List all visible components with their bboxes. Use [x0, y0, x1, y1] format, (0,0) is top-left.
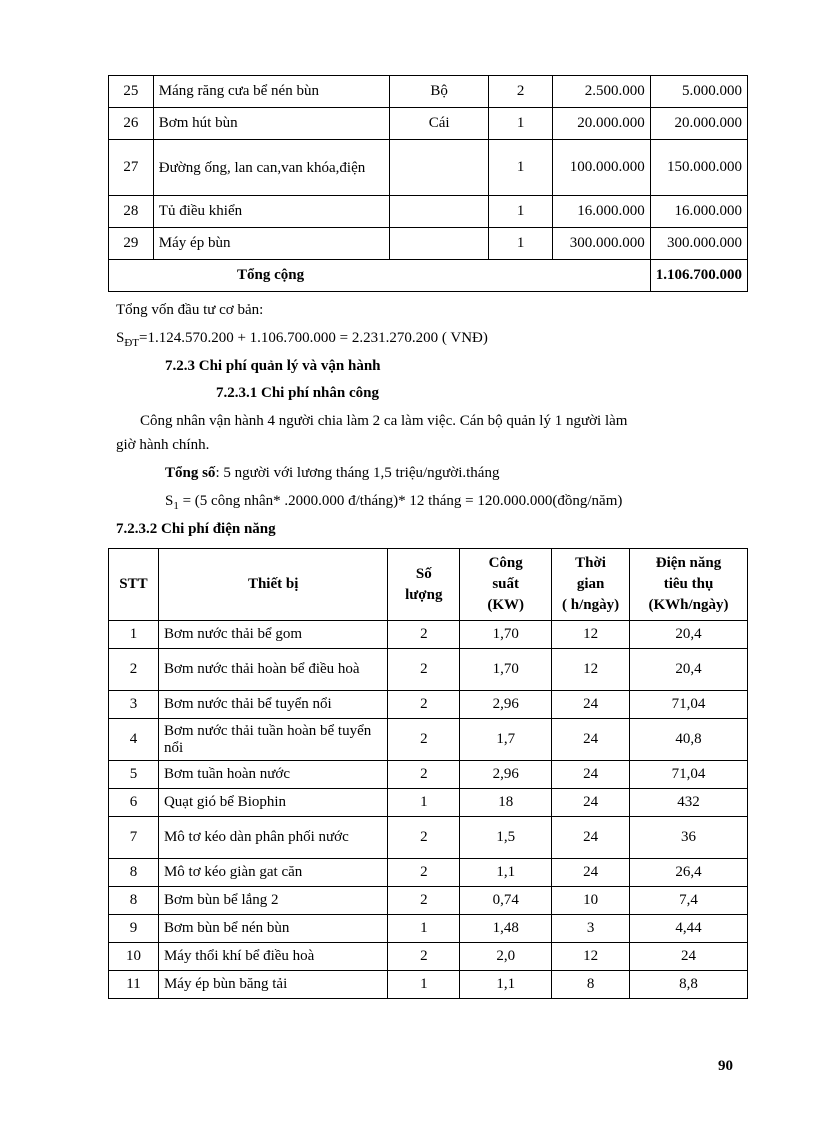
qty-cell: 2 [489, 76, 553, 108]
table-row [109, 789, 748, 817]
total-label: Tổng cộng [109, 260, 651, 292]
device-cell: Bơm bùn bể lắng 2 [158, 887, 387, 915]
qty-cell: 2 [388, 621, 460, 649]
power-cell: 1,5 [460, 817, 552, 859]
power-cell: 1,48 [460, 915, 552, 943]
stt-cell: 5 [109, 761, 159, 789]
total-cell: 300.000.000 [650, 228, 747, 260]
total-cell: 16.000.000 [650, 196, 747, 228]
equipment-cost-table [108, 75, 748, 292]
device-cell: Máy thổi khí bể điều hoà [158, 943, 387, 971]
qty-cell: 1 [489, 108, 553, 140]
stt-cell: 28 [109, 196, 154, 228]
table-row [109, 887, 748, 915]
item-name-cell: Đường ống, lan can,van khóa,điện [153, 140, 389, 196]
device-cell: Quạt gió bể Biophin [158, 789, 387, 817]
energy-cell: 26,4 [630, 859, 748, 887]
table-row [109, 943, 748, 971]
table-row [109, 691, 748, 719]
table-row [109, 621, 748, 649]
time-cell: 24 [552, 691, 630, 719]
qty-cell: 2 [388, 887, 460, 915]
time-cell: 24 [552, 719, 630, 761]
page-number: 90 [718, 1058, 733, 1074]
unit-cell: Bộ [390, 76, 489, 108]
qty-cell: 1 [489, 228, 553, 260]
total-cell: 150.000.000 [650, 140, 747, 196]
table-row [109, 817, 748, 859]
stt-cell: 29 [109, 228, 154, 260]
stt-cell: 26 [109, 108, 154, 140]
section-heading-7-2-3-2: 7.2.3.2 Chi phí điện năng [116, 521, 276, 537]
section-heading-7-2-3-1: 7.2.3.1 Chi phí nhân công [216, 385, 379, 401]
table-row [109, 140, 748, 196]
device-cell: Mô tơ kéo giàn gat căn [158, 859, 387, 887]
qty-cell: 2 [388, 943, 460, 971]
energy-cell: 432 [630, 789, 748, 817]
qty-cell: 2 [388, 859, 460, 887]
time-cell: 24 [552, 859, 630, 887]
device-cell: Mô tơ kéo dàn phân phối nước [158, 817, 387, 859]
qty-cell: 1 [489, 196, 553, 228]
unit-price-cell: 100.000.000 [552, 140, 650, 196]
time-cell: 12 [552, 943, 630, 971]
unit-cell [390, 140, 489, 196]
power-cell: 1,1 [460, 859, 552, 887]
capital-formula: =1.124.570.200 + 1.106.700.000 = 2.231.270.200 ( VNĐ) [139, 330, 488, 346]
time-cell: 24 [552, 789, 630, 817]
header-stt: STT [109, 549, 159, 621]
stt-cell: 7 [109, 817, 159, 859]
unit-cell: Cái [390, 108, 489, 140]
stt-cell: 25 [109, 76, 154, 108]
unit-price-cell: 16.000.000 [552, 196, 650, 228]
energy-cell: 20,4 [630, 621, 748, 649]
table-row [109, 228, 748, 260]
power-cell: 0,74 [460, 887, 552, 915]
total-value: 1.106.700.000 [650, 260, 747, 292]
device-cell: Bơm nước thải bể gom [158, 621, 387, 649]
unit-price-cell: 300.000.000 [552, 228, 650, 260]
total-people-label: Tổng số [165, 465, 216, 481]
power-cell: 2,96 [460, 761, 552, 789]
unit-cell [390, 196, 489, 228]
s1-subscript: 1 [173, 500, 179, 512]
power-cell: 1,1 [460, 971, 552, 999]
device-cell: Bơm nước thải bể tuyển nổi [158, 691, 387, 719]
table-row [109, 859, 748, 887]
qty-cell: 1 [388, 789, 460, 817]
qty-cell: 1 [489, 140, 553, 196]
qty-cell: 2 [388, 649, 460, 691]
device-cell: Bơm nước thải hoàn bể điều hoà [158, 649, 387, 691]
stt-cell: 3 [109, 691, 159, 719]
qty-cell: 2 [388, 691, 460, 719]
energy-cell: 71,04 [630, 761, 748, 789]
stt-cell: 1 [109, 621, 159, 649]
energy-cell: 71,04 [630, 691, 748, 719]
labor-paragraph-line-1: Công nhân vận hành 4 người chia làm 2 ca làm việc. Cán bộ quản lý 1 người làm [140, 413, 628, 429]
energy-cell: 20,4 [630, 649, 748, 691]
qty-cell: 2 [388, 761, 460, 789]
time-cell: 24 [552, 761, 630, 789]
power-cell: 2,0 [460, 943, 552, 971]
time-cell: 12 [552, 621, 630, 649]
capital-subscript: ĐT [124, 337, 140, 349]
table-row [109, 108, 748, 140]
s1-formula-line [165, 493, 622, 512]
qty-cell: 2 [388, 719, 460, 761]
header-device: Thiết bị [158, 549, 387, 621]
labor-paragraph-line-2: giờ hành chính. [116, 437, 210, 453]
stt-cell: 11 [109, 971, 159, 999]
time-cell: 8 [552, 971, 630, 999]
table-row [109, 196, 748, 228]
header-power: Công suất (KW) [460, 549, 552, 621]
total-cell: 20.000.000 [650, 108, 747, 140]
capital-label: Tổng vốn đầu tư cơ bản: [116, 302, 264, 318]
energy-cell: 8,8 [630, 971, 748, 999]
time-cell: 12 [552, 649, 630, 691]
table-row [109, 761, 748, 789]
table-header-row [109, 549, 748, 621]
stt-cell: 8 [109, 887, 159, 915]
power-consumption-table [108, 548, 748, 999]
time-cell: 10 [552, 887, 630, 915]
table-row [109, 649, 748, 691]
total-row [109, 260, 748, 292]
energy-cell: 4,44 [630, 915, 748, 943]
table-row [109, 719, 748, 761]
power-cell: 18 [460, 789, 552, 817]
table-row [109, 76, 748, 108]
item-name-cell: Bơm hút bùn [153, 108, 389, 140]
stt-cell: 2 [109, 649, 159, 691]
device-cell: Bơm bùn bể nén bùn [158, 915, 387, 943]
item-name-cell: Tủ điều khiển [153, 196, 389, 228]
table-row [109, 971, 748, 999]
s1-formula: = (5 công nhân* .2000.000 đ/tháng)* 12 tháng = 120.000.000(đồng/năm) [178, 493, 623, 509]
power-cell: 1,70 [460, 621, 552, 649]
device-cell: Bơm tuần hoàn nước [158, 761, 387, 789]
stt-cell: 8 [109, 859, 159, 887]
total-cell: 5.000.000 [650, 76, 747, 108]
qty-cell: 1 [388, 915, 460, 943]
energy-cell: 7,4 [630, 887, 748, 915]
energy-cell: 36 [630, 817, 748, 859]
item-name-cell: Máy ép bùn [153, 228, 389, 260]
total-people-line [165, 465, 499, 482]
time-cell: 3 [552, 915, 630, 943]
device-cell: Máy ép bùn băng tải [158, 971, 387, 999]
item-name-cell: Máng răng cưa bể nén bùn [153, 76, 389, 108]
power-cell: 1,70 [460, 649, 552, 691]
energy-cell: 24 [630, 943, 748, 971]
unit-cell [390, 228, 489, 260]
section-heading-7-2-3: 7.2.3 Chi phí quản lý và vận hành [165, 358, 381, 374]
time-cell: 24 [552, 817, 630, 859]
stt-cell: 4 [109, 719, 159, 761]
energy-cell: 40,8 [630, 719, 748, 761]
s1-symbol: S [165, 493, 174, 509]
unit-price-cell: 20.000.000 [552, 108, 650, 140]
stt-cell: 27 [109, 140, 154, 196]
capital-symbol: S [116, 330, 125, 346]
power-cell: 2,96 [460, 691, 552, 719]
qty-cell: 1 [388, 971, 460, 999]
power-cell: 1,7 [460, 719, 552, 761]
capital-formula-line [116, 330, 488, 349]
table-row [109, 915, 748, 943]
stt-cell: 10 [109, 943, 159, 971]
header-qty: Số lượng [388, 549, 460, 621]
header-time: Thời gian ( h/ngày) [552, 549, 630, 621]
unit-price-cell: 2.500.000 [552, 76, 650, 108]
qty-cell: 2 [388, 817, 460, 859]
device-cell: Bơm nước thải tuần hoàn bể tuyển nổi [158, 719, 387, 761]
stt-cell: 6 [109, 789, 159, 817]
stt-cell: 9 [109, 915, 159, 943]
total-people-text: : 5 người với lương tháng 1,5 triệu/người.tháng [215, 465, 500, 481]
header-energy: Điện năng tiêu thụ (KWh/ngày) [630, 549, 748, 621]
